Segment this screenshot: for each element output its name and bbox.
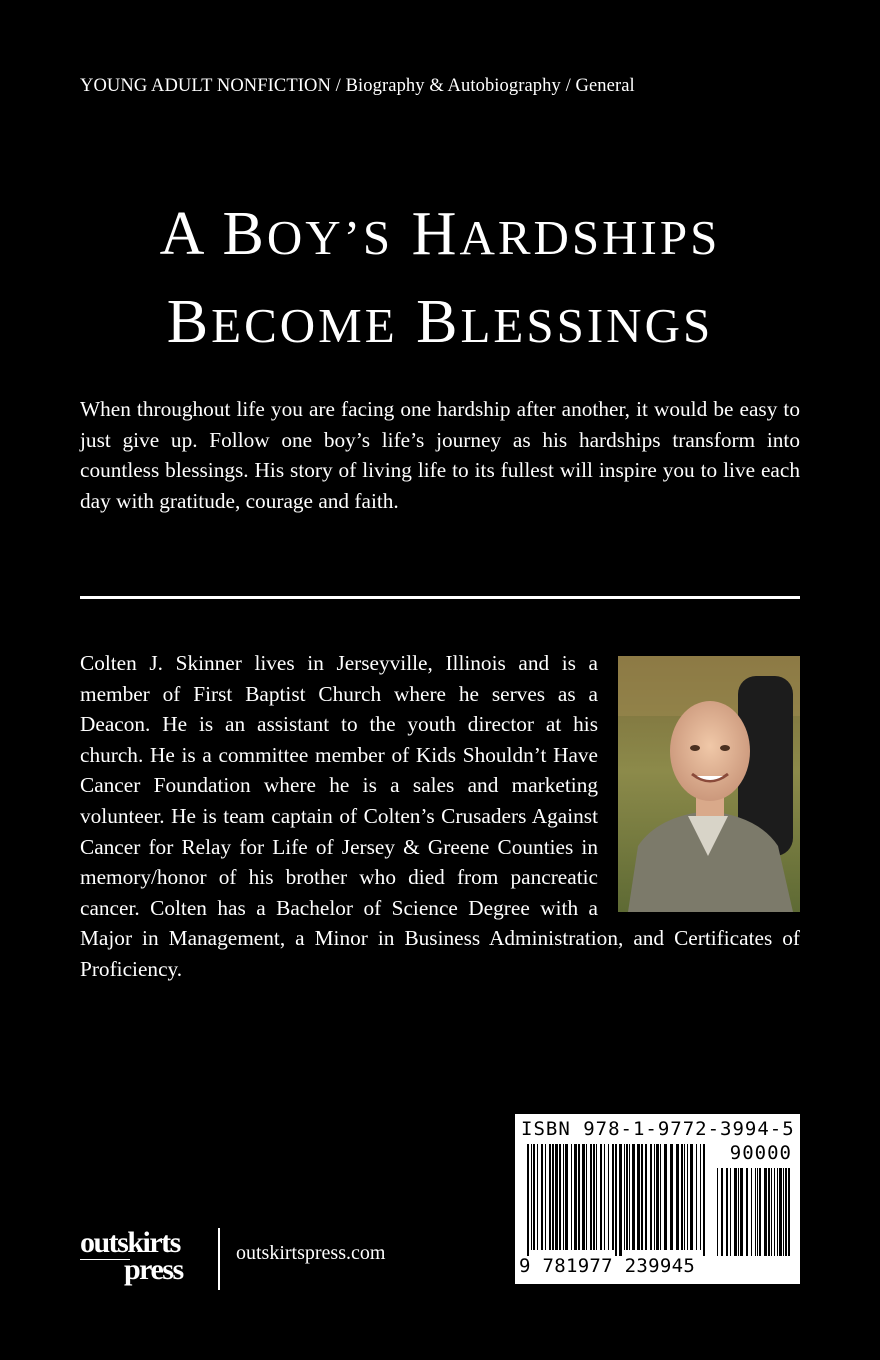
barcode-addon-bar bbox=[734, 1168, 737, 1256]
barcode-addon-bar bbox=[771, 1168, 772, 1256]
barcode-addon-bar bbox=[726, 1168, 728, 1256]
barcode-bar bbox=[687, 1144, 688, 1250]
barcode-bar bbox=[565, 1144, 568, 1250]
book-title bbox=[80, 192, 800, 368]
barcode-addon-bar bbox=[785, 1168, 787, 1256]
title-word: BECOME bbox=[166, 288, 398, 356]
barcode-addon-bar bbox=[721, 1168, 723, 1256]
barcode-bar bbox=[684, 1144, 685, 1250]
barcode-bar bbox=[531, 1144, 532, 1250]
barcode-bar bbox=[593, 1144, 595, 1250]
barcode-bar bbox=[629, 1144, 630, 1250]
barcode-bar bbox=[626, 1144, 628, 1250]
barcode-bar bbox=[574, 1144, 577, 1250]
barcode-bar bbox=[654, 1144, 655, 1250]
publisher-divider bbox=[218, 1228, 220, 1290]
barcode-addon-bar bbox=[774, 1168, 775, 1256]
ean-digits: 9 781977 239945 bbox=[519, 1255, 696, 1277]
barcode-bar bbox=[549, 1144, 551, 1250]
barcode-addon-bar bbox=[779, 1168, 782, 1256]
barcode-bar bbox=[641, 1144, 643, 1250]
barcode-addon-bar bbox=[757, 1168, 758, 1256]
author-bio-text: Colten J. Skinner lives in Jerseyville, Illinois and is a member of First Baptist Church where he serves as a Deacon. He is an assistant to the youth director at his church. He is a committee member of Kids Shouldn’t Have Cancer Foundation where he is a sales and marketing volunteer. He is team captain of Colten’s Crusaders Against Cancer for Relay for Life of Jersey & Greene Counties in memory/honor of his brother who died from pancreatic cancer. Colten has a Bachelor of Science Degree with a Major in Management, a Minor in Business Administration, and Certificates of Proficiency. bbox=[80, 651, 800, 981]
publisher-logo-top: outskirts bbox=[80, 1226, 180, 1259]
publisher-logo-rule bbox=[80, 1259, 130, 1260]
title-word: HARDSHIPS bbox=[411, 200, 721, 268]
barcode-addon-bar bbox=[777, 1168, 778, 1256]
barcode-bar bbox=[664, 1144, 667, 1250]
barcode-bar bbox=[578, 1144, 580, 1250]
barcode-addon-bar bbox=[746, 1168, 748, 1256]
publisher-website[interactable]: outskirtspress.com bbox=[236, 1242, 386, 1264]
barcode-bar bbox=[612, 1144, 614, 1250]
barcode-addon-bar bbox=[764, 1168, 767, 1256]
barcode-bar bbox=[563, 1144, 564, 1250]
barcode-bar bbox=[615, 1144, 617, 1256]
barcode-bar bbox=[676, 1144, 679, 1250]
barcode-bar bbox=[590, 1144, 592, 1250]
barcode-bar bbox=[681, 1144, 683, 1250]
barcode-addon-bar bbox=[730, 1168, 731, 1256]
barcode-bar bbox=[690, 1144, 693, 1250]
barcode-bar bbox=[660, 1144, 661, 1250]
barcode-bar bbox=[700, 1144, 701, 1250]
barcode-addon-bar bbox=[740, 1168, 743, 1256]
barcode-addon-bar bbox=[738, 1168, 739, 1256]
barcode-addon-bar bbox=[717, 1168, 718, 1256]
barcode-bar bbox=[555, 1144, 558, 1250]
title-word: BLESSINGS bbox=[416, 288, 714, 356]
barcode-bar bbox=[571, 1144, 572, 1250]
barcode-addon-bar bbox=[751, 1168, 752, 1256]
barcode-bar bbox=[533, 1144, 535, 1250]
barcode-addon-price: 90000 bbox=[729, 1142, 792, 1164]
barcode-bar bbox=[552, 1144, 554, 1250]
barcode-addon-bar bbox=[768, 1168, 770, 1256]
barcode-bar bbox=[596, 1144, 597, 1250]
book-blurb: When throughout life you are facing one hardship after another, it would be easy to just give up. Follow one boy’s life’s journey as his hardships transform into countless blessings. His story of living life to its fullest will inspire you to live each day with gratitude, courage and faith. bbox=[80, 397, 800, 513]
isbn-barcode bbox=[515, 1114, 800, 1284]
barcode-bar bbox=[645, 1144, 647, 1250]
author-photo bbox=[618, 656, 800, 912]
author-photo-frame bbox=[618, 656, 800, 916]
barcode-addon-bar bbox=[759, 1168, 761, 1256]
publisher-logo bbox=[80, 1226, 206, 1290]
author-bio-section bbox=[80, 648, 800, 985]
barcode-bar bbox=[670, 1144, 673, 1250]
barcode-bar bbox=[600, 1144, 602, 1250]
barcode-bar bbox=[608, 1144, 609, 1250]
title-line-1 bbox=[80, 192, 800, 280]
barcode-bar bbox=[656, 1144, 659, 1250]
barcode-bar bbox=[650, 1144, 652, 1250]
section-divider bbox=[80, 596, 800, 599]
barcode-bar bbox=[624, 1144, 625, 1250]
barcode-bar bbox=[604, 1144, 605, 1250]
publisher-logo-bottom: press bbox=[124, 1253, 183, 1286]
barcode-bar bbox=[559, 1144, 561, 1250]
barcode-bar bbox=[586, 1144, 587, 1250]
barcode-bar bbox=[527, 1144, 529, 1256]
title-line-2 bbox=[80, 280, 800, 368]
barcode-bar bbox=[703, 1144, 705, 1256]
barcode-bar bbox=[632, 1144, 635, 1250]
barcode-bar bbox=[619, 1144, 622, 1256]
isbn-label: ISBN 978-1-9772-3994-5 bbox=[521, 1118, 795, 1140]
book-category: YOUNG ADULT NONFICTION / Biography & Autobiography / General bbox=[80, 76, 635, 96]
barcode-bar bbox=[696, 1144, 697, 1250]
barcode-bar bbox=[545, 1144, 546, 1250]
barcode-bar bbox=[637, 1144, 640, 1250]
barcode-addon-bar bbox=[783, 1168, 784, 1256]
title-word: BOY’S bbox=[222, 200, 394, 268]
barcode-bars bbox=[527, 1144, 792, 1256]
barcode-bar bbox=[582, 1144, 585, 1250]
barcode-bar bbox=[541, 1144, 543, 1250]
barcode-addon-bar bbox=[755, 1168, 756, 1256]
barcode-bar bbox=[537, 1144, 538, 1250]
barcode-addon-bar bbox=[788, 1168, 790, 1256]
title-word: A bbox=[159, 200, 204, 268]
